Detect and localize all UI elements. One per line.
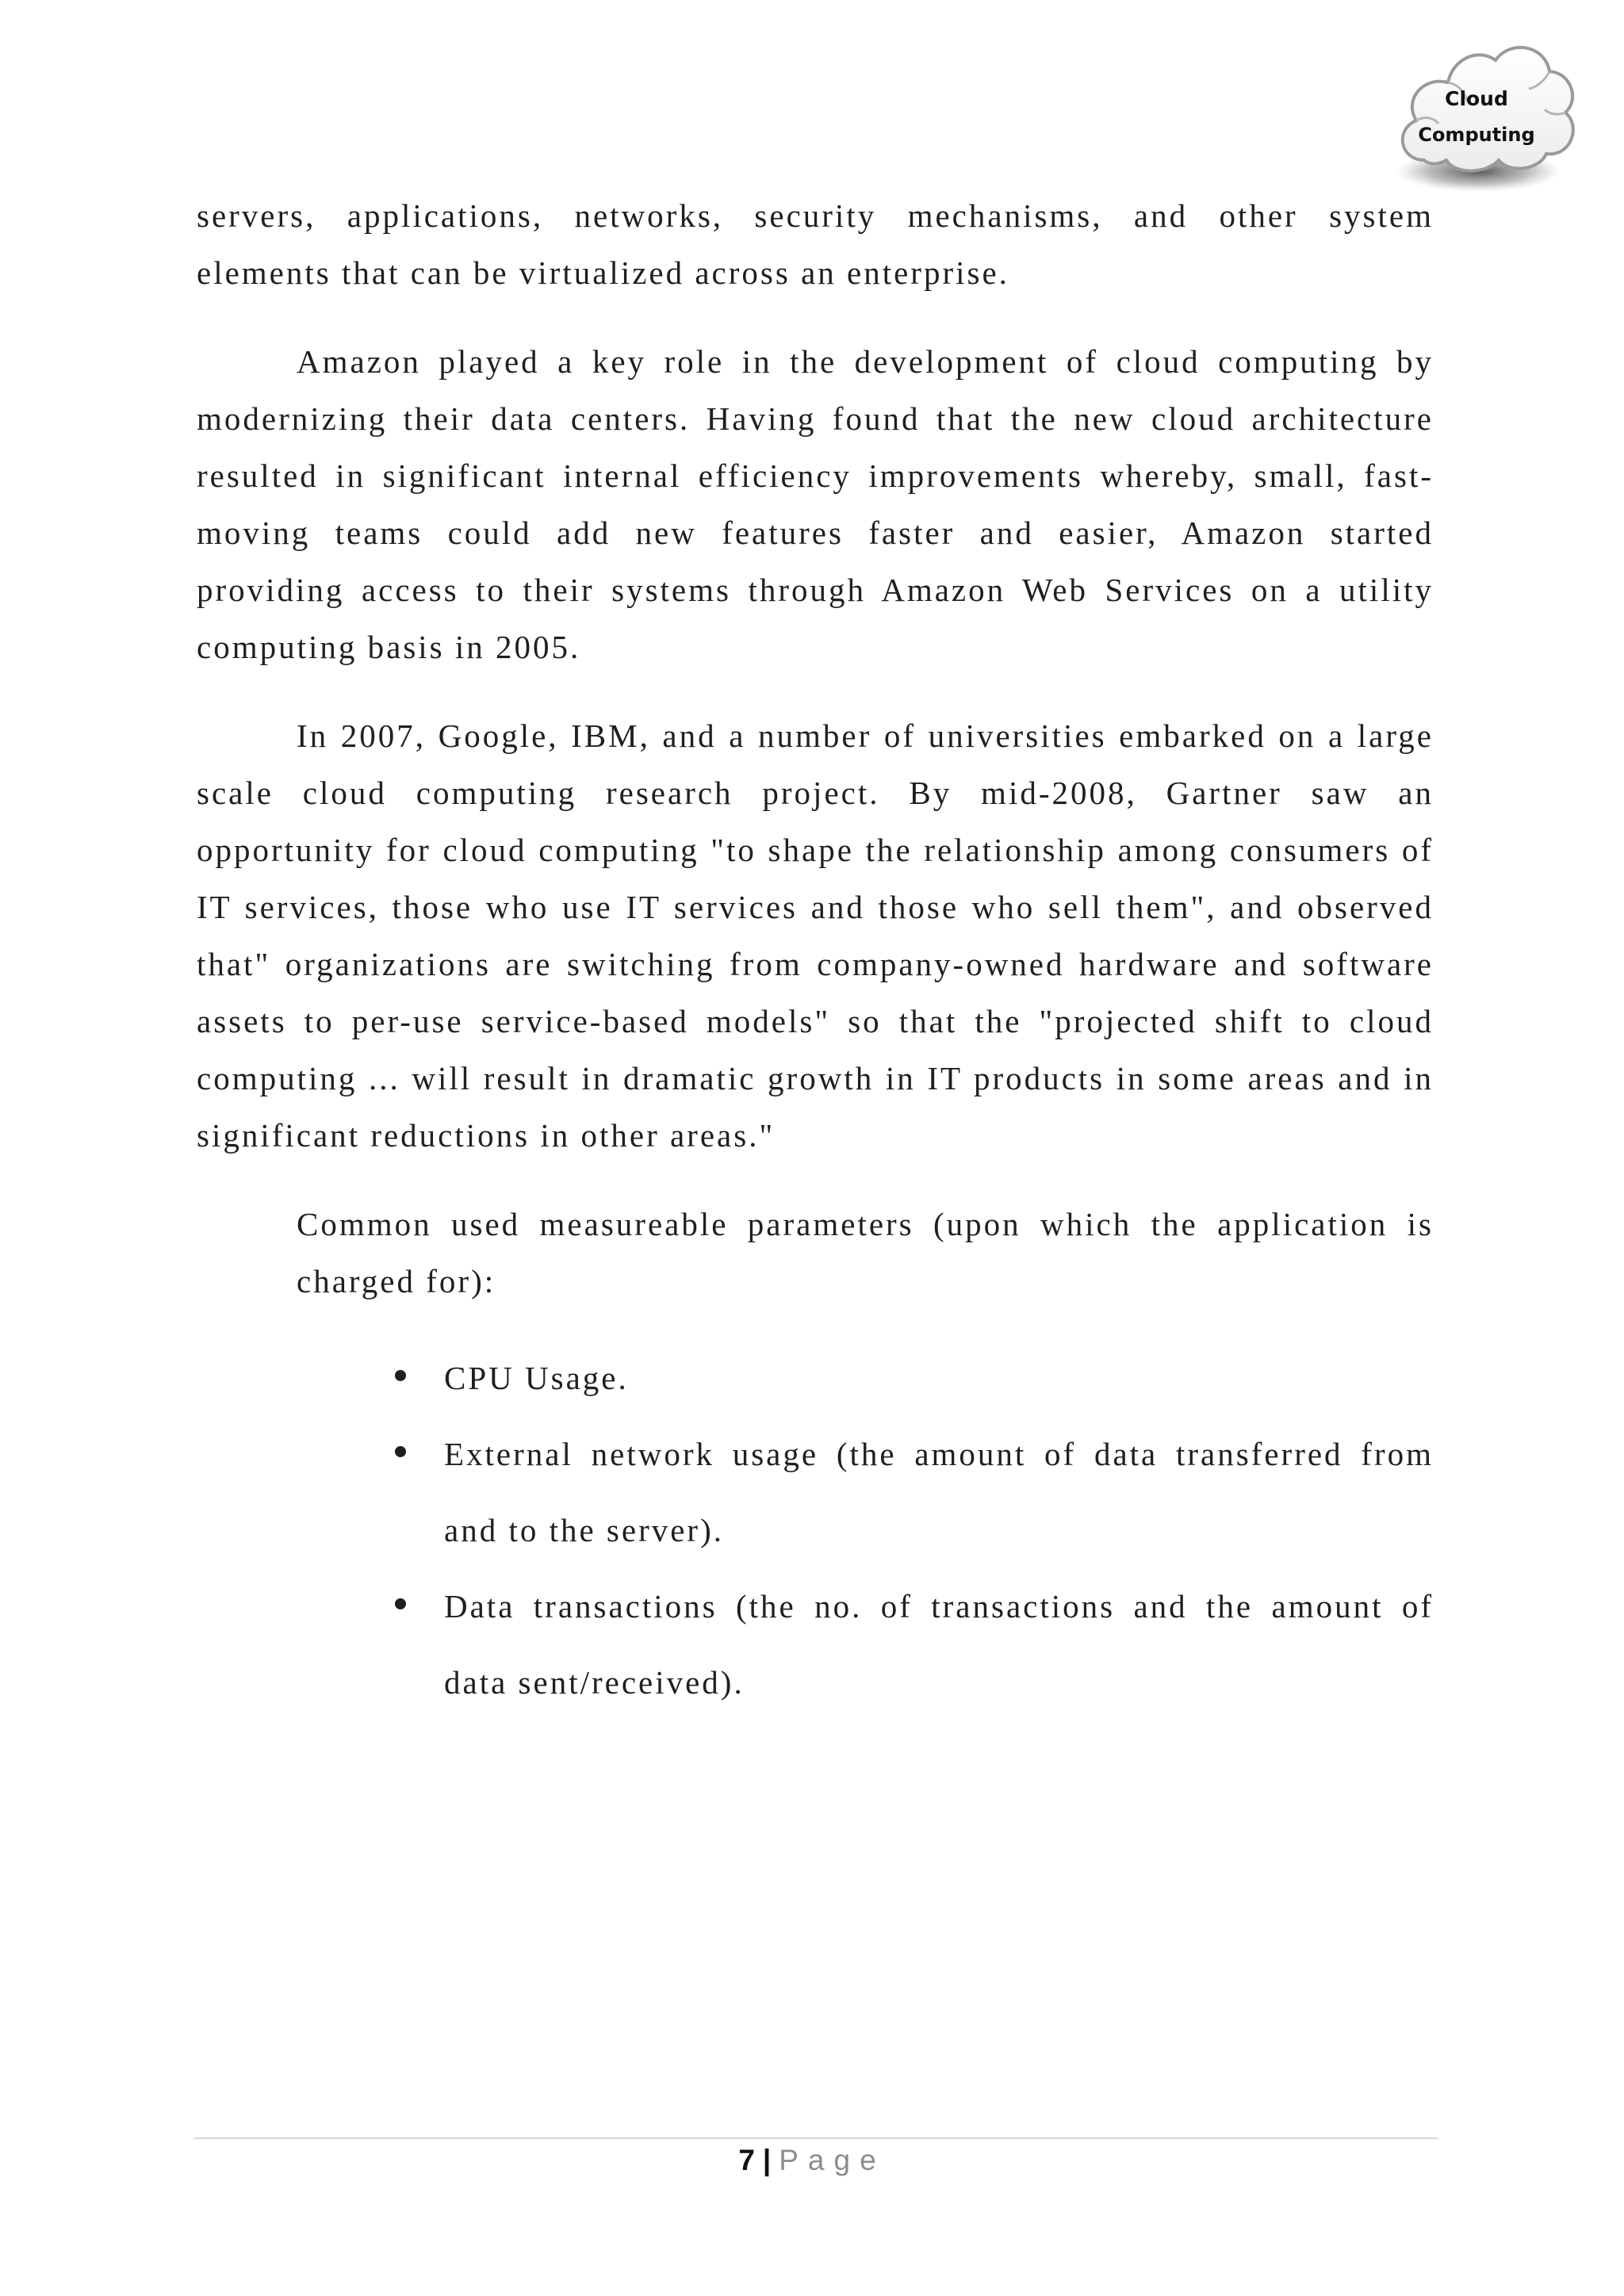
document-body xyxy=(197,187,1434,1720)
logo-text-line1: Cloud xyxy=(1445,87,1508,110)
page-footer xyxy=(0,2141,1624,2180)
paragraph-amazon: Amazon played a key role in the development of cloud computing by modernizing their data centers. Having found that the new cloud architecture resulted in significant internal efficiency improvements whereby, small, fast-moving teams could add new features faster and easier, Amazon started providing access to their systems through Amazon Web Services on a utility computing basis in 2005. xyxy=(197,343,1434,665)
paragraph-gartner: In 2007, Google, IBM, and a number of universities embarked on a large scale cloud computing research project. By mid-2008, Gartner saw an opportunity for cloud computing "to shape the relationship among consumers of IT services, those who use IT services and those who sell them", and observed that" organizations are switching from company-owned hardware and software assets to per-use service-based models" so that the "projected shift to cloud computing ... will result in dramatic growth in IT products in some areas and in significant reductions in other areas." xyxy=(197,718,1434,1154)
bullet-icon xyxy=(395,1370,406,1381)
cloud-computing-logo xyxy=(1389,24,1580,198)
paragraph-parameters-intro: Common used measureable parameters (upon which the application is charged for): xyxy=(297,1206,1434,1299)
list-item xyxy=(444,1568,1434,1720)
logo-text-line2: Computing xyxy=(1418,124,1535,146)
paragraph-continuation: servers, applications, networks, security mechanisms, and other system elements that can be virtualized across an enterprise. xyxy=(197,197,1434,291)
footer-separator: | xyxy=(762,2144,772,2176)
list-item xyxy=(444,1340,1434,1416)
bullet-icon xyxy=(395,1446,406,1457)
footer-divider xyxy=(193,2137,1438,2139)
parameters-list xyxy=(197,1340,1434,1720)
list-item-text: Data transactions (the no. of transactions and the amount of data sent/received). xyxy=(444,1588,1434,1701)
page-number: 7 xyxy=(738,2144,755,2176)
page-label: Page xyxy=(779,2144,886,2176)
list-item-text: External network usage (the amount of data transferred from and to the server). xyxy=(444,1436,1434,1548)
list-item xyxy=(444,1416,1434,1568)
list-item-text: CPU Usage. xyxy=(444,1360,629,1396)
bullet-icon xyxy=(395,1598,406,1609)
cloud-icon xyxy=(1389,24,1580,198)
